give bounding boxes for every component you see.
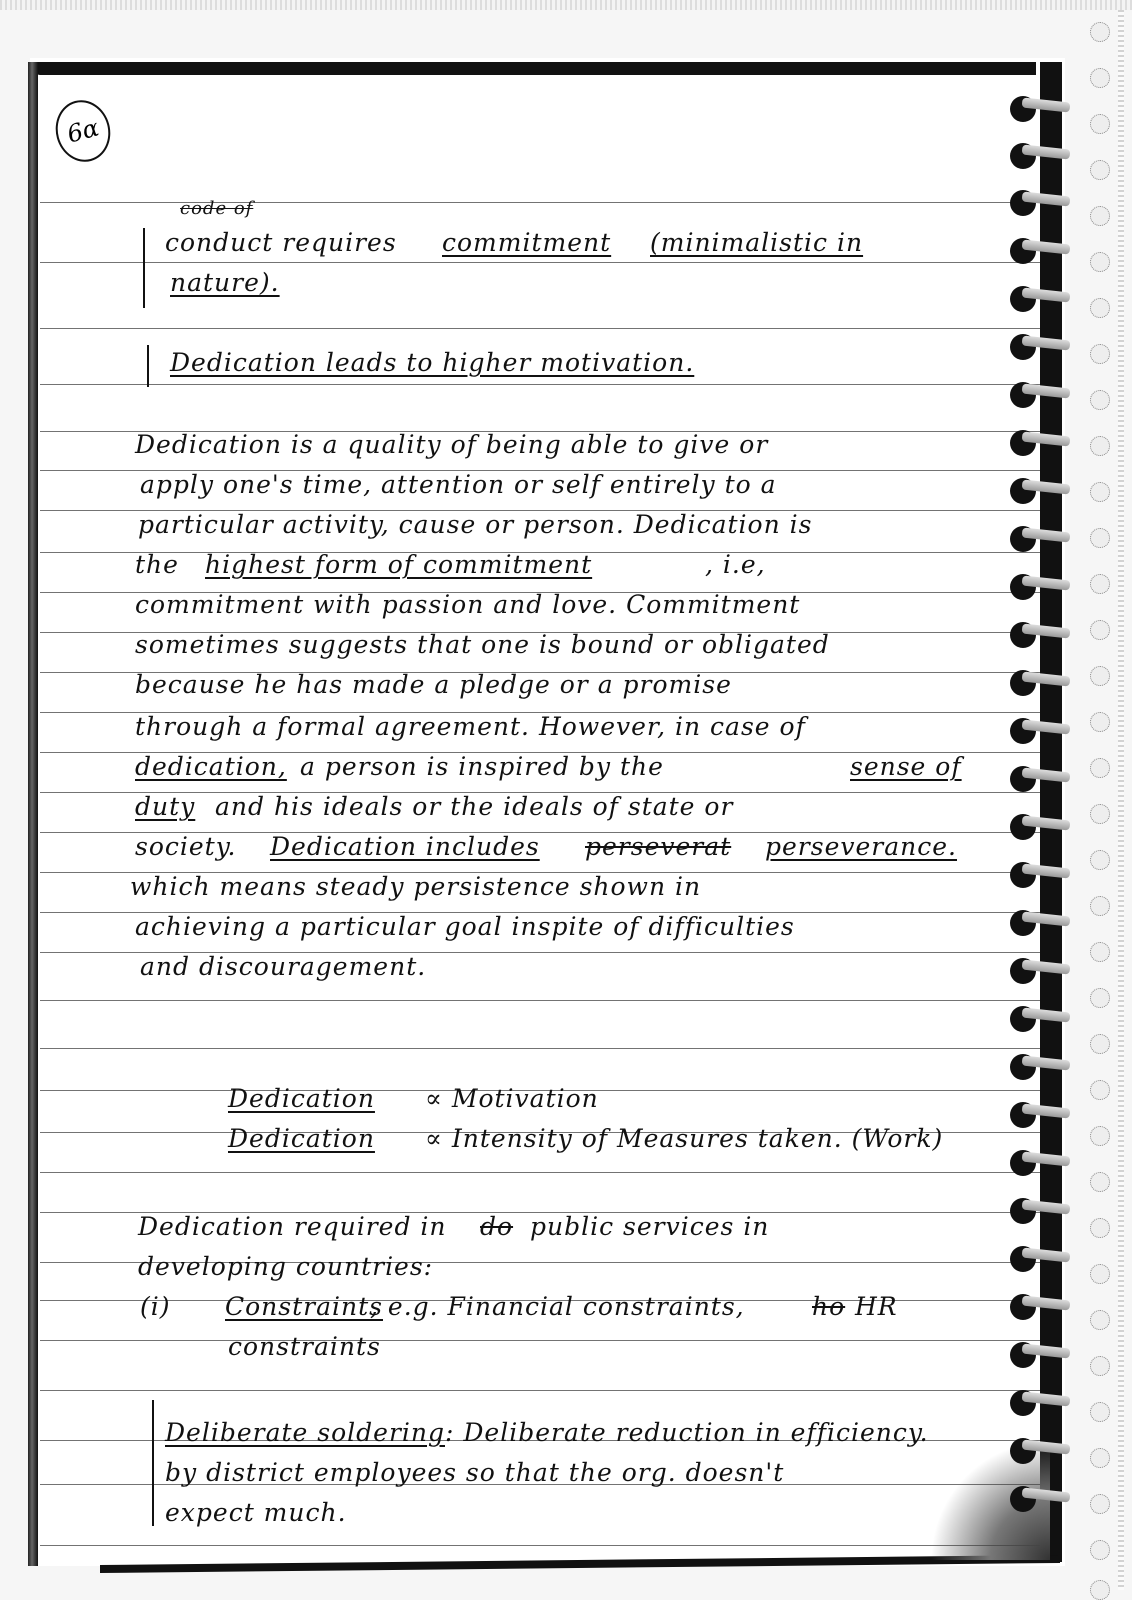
spiral-ring	[1010, 814, 1065, 838]
spiral-ring	[1010, 334, 1065, 358]
struck-text: perseverat	[585, 832, 732, 861]
paragraph-line: achieving a particular goal inspite of difficulties	[135, 912, 795, 941]
spiral-ring	[1010, 958, 1065, 982]
note-heading: Dedication leads to higher motivation.	[170, 348, 695, 377]
paragraph-line: a person is inspired by the	[300, 752, 664, 781]
spiral-ring	[1010, 1102, 1065, 1126]
paragraph-line: because he has made a pledge or a promise	[135, 670, 732, 699]
formula-rhs: ∝ Motivation	[425, 1084, 599, 1113]
spiral-ring	[1010, 143, 1065, 167]
spiral-ring	[1010, 910, 1065, 934]
perforation-edge	[1118, 10, 1124, 1590]
paragraph-line: commitment with passion and love. Commitment	[135, 590, 801, 619]
note-line: : Deliberate reduction in efficiency.	[445, 1418, 929, 1447]
spiral-ring	[1010, 1054, 1065, 1078]
paragraph-line: particular activity, cause or person. Dedication is	[138, 510, 813, 539]
spiral-ring	[1010, 96, 1065, 120]
page-top-edge	[36, 62, 1036, 75]
spiral-ring	[1010, 1294, 1065, 1318]
paragraph-line: sense of	[850, 752, 962, 781]
spiral-ring	[1010, 1342, 1065, 1366]
margin-bracket	[152, 1400, 154, 1526]
spiral-ring	[1010, 526, 1065, 550]
spiral-ring	[1010, 1246, 1065, 1270]
formula-lhs: Dedication	[228, 1084, 375, 1113]
note-line: by district employees so that the org. doesn't	[165, 1458, 785, 1487]
struck-text: ho	[812, 1292, 846, 1321]
paragraph-line: apply one's time, attention or self entirely to a	[140, 470, 777, 499]
paragraph-line: society.	[135, 832, 237, 861]
paragraph-line: and discouragement.	[140, 952, 427, 981]
spiral-ring	[1010, 1150, 1065, 1174]
margin-bracket	[143, 228, 145, 308]
spiral-ring	[1010, 430, 1065, 454]
paragraph-line: dedication,	[135, 752, 287, 781]
note-line: Constraints	[225, 1292, 383, 1321]
spiral-ring	[1010, 862, 1065, 886]
paragraph-line: and his ideals or the ideals of state or	[215, 792, 734, 821]
paragraph-line: Dedication is a quality of being able to give or	[135, 430, 769, 459]
spiral-ring	[1010, 574, 1065, 598]
note-line: Dedication required in	[138, 1212, 447, 1241]
paragraph-line: Dedication includes	[270, 832, 540, 861]
spiral-ring	[1010, 190, 1065, 214]
margin-bracket	[147, 345, 149, 387]
insert-text: code of	[180, 198, 254, 219]
paragraph-line: which means steady persistence shown in	[130, 872, 702, 901]
note-line: public services in	[530, 1212, 770, 1241]
page-left-edge	[28, 62, 38, 1566]
formula-lhs: Dedication	[228, 1124, 375, 1153]
paragraph-line: highest form of commitment	[205, 550, 593, 579]
spiral-ring	[1010, 382, 1065, 406]
note-line: developing countries:	[138, 1252, 434, 1281]
spiral-ring	[1010, 1486, 1065, 1510]
spiral-ring	[1010, 718, 1065, 742]
paragraph-line: duty	[135, 792, 196, 821]
note-line: (minimalistic in	[650, 228, 864, 257]
spiral-ring	[1010, 1006, 1065, 1030]
spiral-ring	[1010, 238, 1065, 262]
scan-border	[0, 0, 1132, 10]
paragraph-line: , i.e,	[705, 550, 766, 579]
list-marker: (i)	[140, 1292, 171, 1321]
struck-text: do	[480, 1212, 514, 1241]
paragraph-line: through a formal agreement. However, in case of	[135, 712, 806, 741]
spiral-ring	[1010, 670, 1065, 694]
spiral-ring	[1010, 478, 1065, 502]
formula-rhs: ∝ Intensity of Measures taken. (Work)	[425, 1124, 944, 1153]
note-line: expect much.	[165, 1498, 347, 1527]
note-line: conduct requires	[165, 228, 397, 257]
spiral-ring	[1010, 1438, 1065, 1462]
note-line: commitment	[442, 228, 612, 257]
paragraph-line: sometimes suggests that one is bound or obligated	[135, 630, 830, 659]
spiral-ring	[1010, 1198, 1065, 1222]
note-line: nature).	[170, 268, 280, 297]
note-term: Deliberate soldering	[165, 1418, 445, 1447]
note-line: , e.g. Financial constraints,	[370, 1292, 745, 1321]
note-line: HR	[855, 1292, 898, 1321]
note-line: constraints	[228, 1332, 381, 1361]
spiral-ring	[1010, 286, 1065, 310]
paragraph-line: perseverance.	[765, 832, 957, 861]
page-number: 6α	[49, 94, 117, 168]
spiral-ring	[1010, 622, 1065, 646]
paragraph-line: the	[135, 550, 179, 579]
spiral-ring	[1010, 766, 1065, 790]
spiral-ring	[1010, 1390, 1065, 1414]
